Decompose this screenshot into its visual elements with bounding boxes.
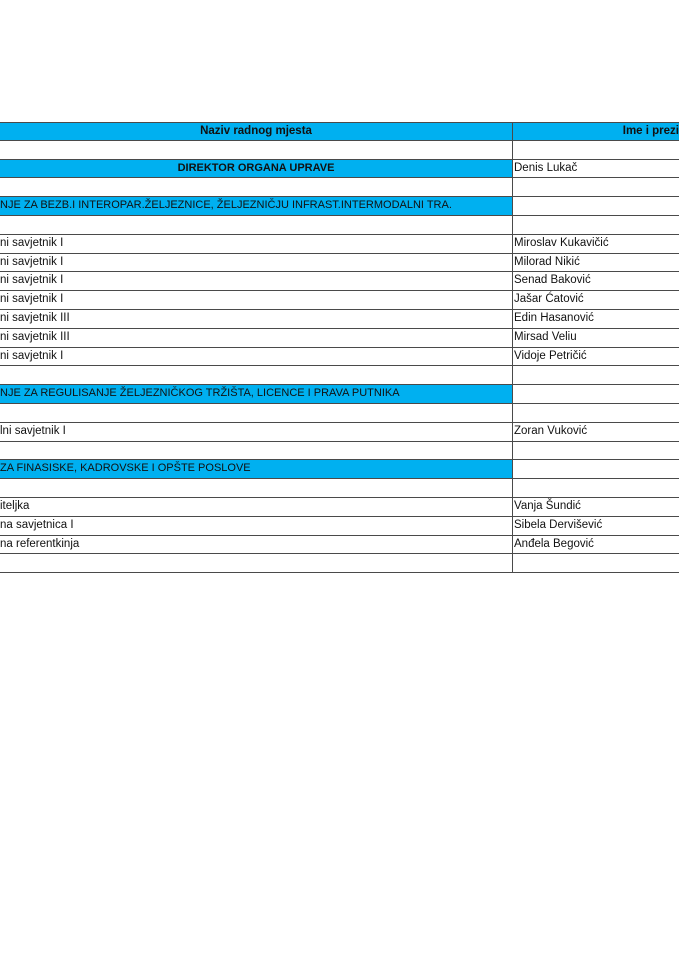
director-row bbox=[0, 160, 679, 179]
table-row bbox=[0, 272, 679, 291]
empty-cell bbox=[512, 479, 679, 497]
section-heading-cell: ZA FINASISKE, KADROVSKE I OPŠTE POSLOVE bbox=[0, 460, 512, 478]
empty-cell bbox=[512, 385, 679, 403]
table-body bbox=[0, 141, 679, 573]
job-title-cell: lni savjetnik I bbox=[0, 424, 66, 437]
person-name-cell: Denis Lukač bbox=[512, 160, 679, 178]
empty-row bbox=[0, 404, 679, 423]
table-row bbox=[0, 536, 679, 555]
table-row bbox=[0, 329, 679, 348]
empty-cell bbox=[512, 178, 679, 196]
section-heading-row bbox=[0, 197, 679, 216]
table-row bbox=[0, 235, 679, 254]
section-heading-cell: NJE ZA BEZB.I INTEROPAR.ŽELJEZNICE, ŽELJEZNIČJU INFRAST.INTERMODALNI TRA. bbox=[0, 197, 512, 215]
empty-cell bbox=[512, 366, 679, 384]
person-name-cell: Miroslav Kukavičić bbox=[512, 235, 679, 253]
empty-cell bbox=[512, 554, 679, 572]
empty-row bbox=[0, 554, 679, 573]
table-header-row bbox=[0, 122, 679, 141]
person-name-cell: Sibela Dervišević bbox=[512, 517, 679, 535]
empty-cell bbox=[512, 197, 679, 215]
empty-cell bbox=[0, 479, 512, 497]
person-name-cell: Anđela Begović bbox=[512, 536, 679, 554]
job-title-cell: DIREKTOR ORGANA UPRAVE bbox=[0, 160, 512, 178]
empty-row bbox=[0, 366, 679, 385]
section-heading-row bbox=[0, 385, 679, 404]
job-title-cell: ni savjetnik I bbox=[0, 349, 64, 362]
empty-row bbox=[0, 216, 679, 235]
person-name-cell: Edin Hasanović bbox=[512, 310, 679, 328]
person-name-cell: Milorad Nikić bbox=[512, 254, 679, 272]
job-title-cell: ni savjetnik I bbox=[0, 255, 64, 268]
table-row bbox=[0, 498, 679, 517]
table-row bbox=[0, 423, 679, 442]
job-title-cell: ni savjetnik I bbox=[0, 274, 64, 287]
person-name-cell: Jašar Ćatović bbox=[512, 291, 679, 309]
job-title-cell: ni savjetnik III bbox=[0, 330, 70, 343]
empty-cell bbox=[512, 442, 679, 460]
empty-row bbox=[0, 442, 679, 461]
job-title-cell: na savjetnica I bbox=[0, 518, 74, 531]
empty-cell bbox=[0, 216, 512, 234]
empty-cell bbox=[0, 141, 512, 159]
empty-row bbox=[0, 178, 679, 197]
person-name-cell: Vidoje Petričić bbox=[512, 348, 679, 366]
empty-cell bbox=[512, 216, 679, 234]
table-row bbox=[0, 254, 679, 273]
empty-cell bbox=[512, 460, 679, 478]
job-title-cell: iteljka bbox=[0, 499, 30, 512]
empty-cell bbox=[512, 404, 679, 422]
empty-cell bbox=[0, 366, 512, 384]
empty-cell bbox=[0, 404, 512, 422]
section-heading-cell: NJE ZA REGULISANJE ŽELJEZNIČKOG TRŽIŠTA, LICENCE I PRAVA PUTNIKA bbox=[0, 385, 512, 403]
empty-cell bbox=[512, 141, 679, 159]
spreadsheet-table bbox=[0, 122, 679, 573]
person-name-cell: Vanja Šundić bbox=[512, 498, 679, 516]
header-job-title: Naziv radnog mjesta bbox=[0, 123, 512, 140]
person-name-cell: Senad Baković bbox=[512, 272, 679, 290]
empty-cell bbox=[0, 554, 512, 572]
job-title-cell: ni savjetnik III bbox=[0, 311, 70, 324]
table-row bbox=[0, 348, 679, 367]
empty-cell bbox=[0, 442, 512, 460]
person-name-cell: Mirsad Veliu bbox=[512, 329, 679, 347]
empty-row bbox=[0, 479, 679, 498]
job-title-cell: ni savjetnik I bbox=[0, 293, 64, 306]
job-title-cell: ni savjetnik I bbox=[0, 236, 64, 249]
table-row bbox=[0, 517, 679, 536]
empty-cell bbox=[0, 178, 512, 196]
empty-row bbox=[0, 141, 679, 160]
job-title-cell: na referentkinja bbox=[0, 537, 80, 550]
table-row bbox=[0, 291, 679, 310]
person-name-cell: Zoran Vuković bbox=[512, 423, 679, 441]
table-row bbox=[0, 310, 679, 329]
header-name: Ime i prezi bbox=[512, 123, 679, 140]
section-heading-row bbox=[0, 460, 679, 479]
